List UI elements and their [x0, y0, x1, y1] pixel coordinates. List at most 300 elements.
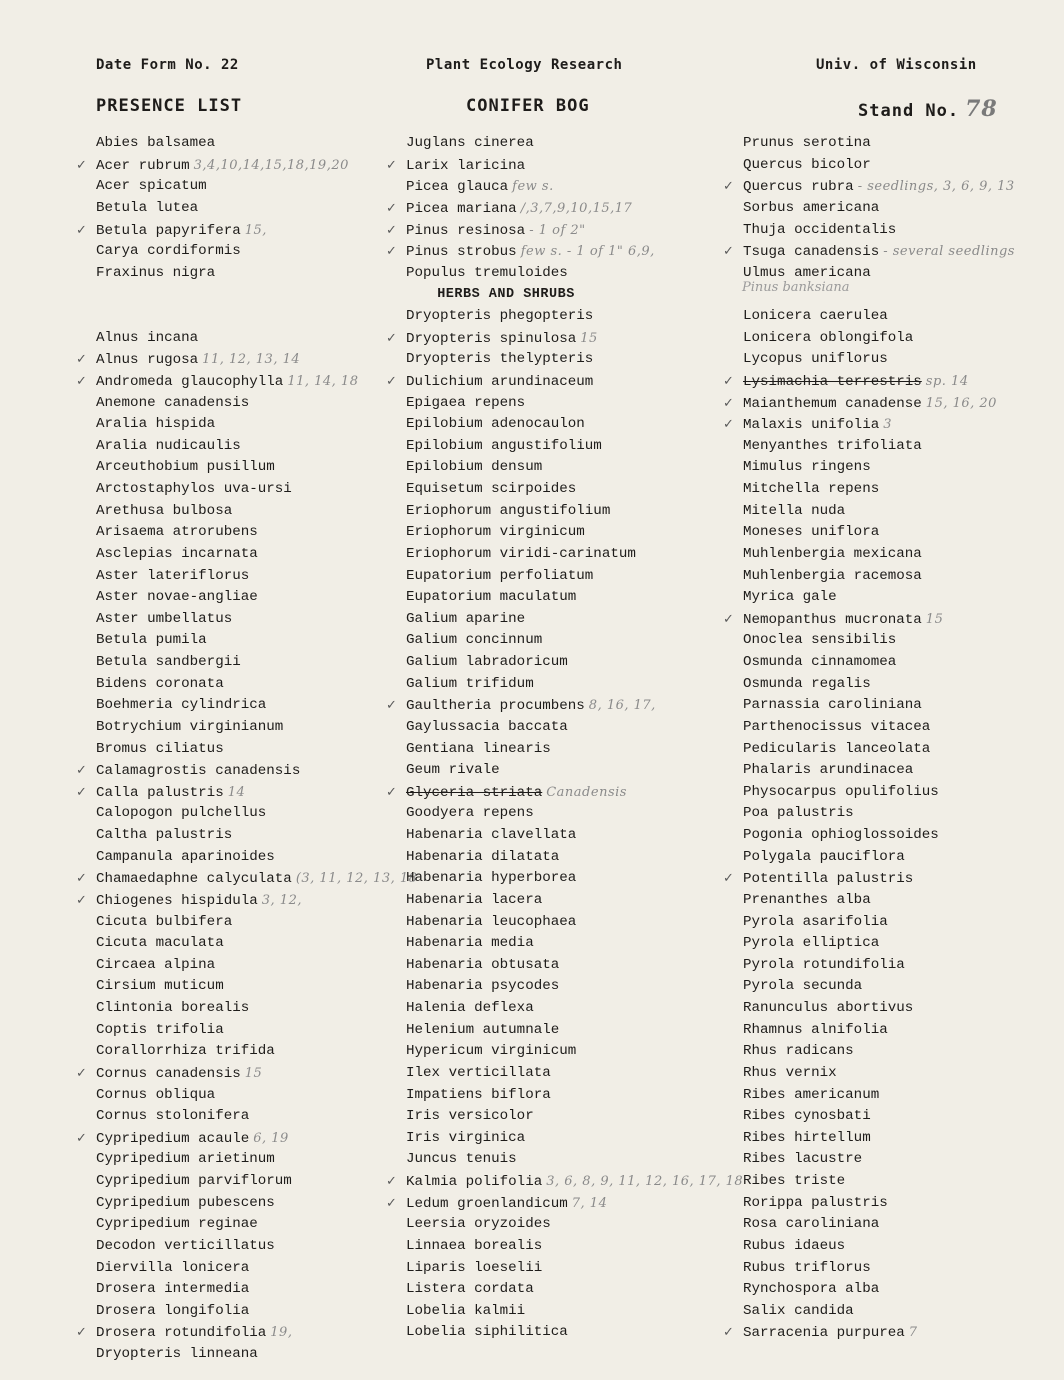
species-row	[406, 825, 736, 847]
species-name: Cirsium muticum	[96, 978, 224, 995]
species-name: Parthenocissus vitacea	[743, 718, 931, 735]
checkmark-icon: ✓	[386, 698, 397, 714]
species-name: Chiogenes hispidula	[96, 892, 258, 909]
species-name: Habenaria dilatata	[406, 848, 560, 865]
species-row	[743, 1214, 1064, 1236]
species-row	[406, 630, 736, 652]
species-name: Coptis trifolia	[96, 1021, 224, 1038]
handwritten-note: 15	[580, 330, 598, 346]
species-name: Epilobium adenocaulon	[406, 416, 585, 433]
checkmark-icon: ✓	[386, 330, 397, 346]
checkmark-icon: ✓	[76, 1065, 87, 1081]
species-row	[386, 198, 736, 220]
species-row	[386, 695, 736, 717]
species-name: Osmunda cinnamomea	[743, 654, 897, 670]
species-name: Habenaria obtusata	[406, 956, 560, 973]
handwritten-note: - several seedlings	[883, 244, 1015, 260]
species-row	[406, 587, 736, 609]
species-row	[76, 371, 426, 393]
species-name: Arctostaphylos uva-ursi	[96, 481, 292, 497]
species-row	[96, 133, 426, 155]
species-row	[723, 241, 1064, 263]
species-name: Lobelia kalmii	[406, 1302, 526, 1319]
species-name: Muhlenbergia racemosa	[743, 567, 922, 584]
species-name: Equisetum scirpoides	[406, 481, 577, 497]
species-name: Ribes cynosbati	[743, 1108, 871, 1125]
species-row	[743, 522, 1064, 544]
species-name: Phalaris arundinacea	[743, 762, 914, 779]
species-row	[96, 457, 426, 479]
species-row	[406, 955, 736, 977]
species-row	[96, 1236, 426, 1258]
species-name: Pogonia ophioglossoides	[743, 827, 939, 843]
species-name: Pyrola rotundifolia	[743, 956, 905, 973]
species-name: Aralia nudicaulis	[96, 437, 241, 454]
species-name: Calopogon pulchellus	[96, 805, 267, 822]
species-row	[96, 587, 426, 609]
species-name: Halenia deflexa	[406, 1000, 534, 1016]
handwritten-note: 6, 19	[253, 1130, 289, 1146]
species-name: Dryopteris thelypteris	[406, 351, 594, 368]
checkmark-icon: ✓	[723, 395, 734, 411]
species-row	[96, 328, 426, 350]
species-row	[743, 1193, 1064, 1215]
species-name: Epilobium angustifolium	[406, 437, 602, 454]
species-row	[743, 1236, 1064, 1258]
species-row	[386, 155, 736, 177]
species-name: Cypripedium pubescens	[96, 1194, 275, 1211]
species-name: Mimulus ringens	[743, 459, 871, 476]
species-row	[743, 1301, 1064, 1323]
handwritten-note: 15,	[244, 222, 267, 238]
species-name: Cypripedium reginae	[96, 1216, 258, 1233]
species-name: Betula lutea	[96, 199, 199, 216]
species-name: Maianthemum canadense	[743, 395, 922, 412]
handwritten-note: - 1 of 2"	[529, 222, 586, 238]
species-name: Acer spicatum	[96, 178, 207, 195]
species-name: Pyrola elliptica	[743, 935, 880, 952]
section-heading: HERBS AND SHRUBS	[437, 287, 575, 303]
species-row	[743, 1020, 1064, 1042]
species-name: Physocarpus opulifolius	[743, 783, 939, 800]
species-row	[96, 998, 426, 1020]
species-name: Ledum groenlandicum	[406, 1195, 568, 1212]
species-row	[743, 695, 1064, 717]
species-name: Diervilla lonicera	[96, 1259, 250, 1276]
species-name: Eriophorum angustifolium	[406, 502, 611, 519]
species-name: Juglans cinerea	[406, 135, 534, 151]
species-name: Arisaema atrorubens	[96, 524, 258, 541]
species-name: Cornus canadensis	[96, 1065, 241, 1082]
handwritten-note: Canadensis	[546, 784, 627, 800]
species-name: Moneses uniflora	[743, 524, 880, 541]
species-name: Bidens coronata	[96, 675, 224, 692]
species-row	[96, 501, 426, 523]
species-row	[406, 176, 736, 198]
handwritten-note: 3,4,10,14,15,18,19,20	[193, 157, 349, 173]
checkmark-icon: ✓	[386, 157, 397, 173]
species-name: Populus tremuloides	[406, 264, 568, 281]
species-row	[743, 1041, 1064, 1063]
species-name: Habenaria hyperborea	[406, 870, 577, 887]
handwritten-note: 11, 14, 18	[287, 373, 359, 389]
species-name: Dryopteris spinulosa	[406, 330, 577, 347]
species-row	[406, 998, 736, 1020]
species-row	[96, 1171, 426, 1193]
species-row	[406, 436, 736, 458]
list-title: PRESENCE LIST	[96, 96, 243, 116]
handwritten-note: /,3,7,9,10,15,17	[520, 200, 633, 216]
handwritten-note: 15	[244, 1065, 263, 1081]
species-name: Ilex verticillata	[406, 1064, 551, 1081]
species-name: Glyceria striata	[406, 784, 543, 801]
species-name: Lonicera caerulea	[743, 308, 888, 324]
species-row	[743, 825, 1064, 847]
species-name: Rubus idaeus	[743, 1237, 846, 1254]
species-name: Quercus bicolor	[743, 156, 871, 173]
species-row	[96, 1214, 426, 1236]
species-name: Drosera intermedia	[96, 1281, 250, 1298]
species-row	[743, 566, 1064, 588]
species-row	[406, 912, 736, 934]
species-name: Cypripedium acaule	[96, 1130, 250, 1147]
species-row	[406, 1236, 736, 1258]
species-row	[406, 1149, 736, 1171]
species-name: Rhus vernix	[743, 1064, 837, 1081]
species-name: Ribes lacustre	[743, 1151, 863, 1168]
species-name: Galium aparine	[406, 610, 526, 627]
species-name: Cicuta bulbifera	[96, 913, 233, 930]
species-row	[76, 760, 426, 782]
handwritten-note: 19,	[270, 1325, 293, 1341]
species-row	[743, 436, 1064, 458]
university: Univ. of Wisconsin	[816, 57, 977, 73]
species-row	[743, 976, 1064, 998]
species-name: Acer rubrum	[96, 157, 190, 174]
species-name: Iris virginica	[406, 1129, 526, 1146]
species-name: Botrychium virginianum	[96, 718, 284, 735]
checkmark-icon: ✓	[723, 1325, 734, 1341]
species-row	[96, 717, 426, 739]
species-name: Eriophorum viridi-carinatum	[406, 545, 636, 562]
species-row	[96, 522, 426, 544]
species-name: Prenanthes alba	[743, 891, 871, 908]
species-row	[406, 1085, 736, 1107]
checkmark-icon: ✓	[386, 784, 397, 800]
species-name: Mitchella repens	[743, 481, 880, 497]
species-row	[723, 609, 1064, 631]
species-row	[96, 566, 426, 588]
species-name: Ribes hirtellum	[743, 1129, 871, 1146]
species-row	[96, 263, 426, 285]
species-row	[386, 782, 736, 804]
species-row	[96, 1301, 426, 1323]
species-row	[743, 998, 1064, 1020]
species-name: Fraxinus nigra	[96, 264, 216, 281]
species-row	[743, 328, 1064, 350]
species-name: Mitella nuda	[743, 502, 846, 519]
species-row	[406, 868, 736, 890]
species-row	[96, 1258, 426, 1280]
checkmark-icon: ✓	[723, 373, 734, 389]
species-row	[96, 176, 426, 198]
species-name: Chamaedaphne calyculata	[96, 871, 292, 888]
species-name: Carya cordiformis	[96, 243, 241, 260]
handwritten-note: 14	[227, 784, 246, 800]
species-row	[96, 544, 426, 566]
species-row	[743, 457, 1064, 479]
species-name: Juncus tenuis	[406, 1151, 517, 1168]
species-row	[743, 1063, 1064, 1085]
species-row	[406, 847, 736, 869]
species-name: Alnus rugosa	[96, 352, 199, 369]
species-name: Habenaria lacera	[406, 891, 543, 908]
species-row	[406, 1041, 736, 1063]
species-name: Potentilla palustris	[743, 871, 914, 888]
species-row	[386, 241, 736, 263]
species-name: Picea mariana	[406, 200, 517, 217]
species-name: Arceuthobium pusillum	[96, 459, 275, 476]
species-name: Asclepias incarnata	[96, 545, 258, 562]
species-row	[96, 1193, 426, 1215]
handwritten-note: 8, 16, 17,	[588, 698, 656, 714]
form-number: Date Form No. 22	[96, 57, 239, 73]
species-row	[406, 133, 736, 155]
species-row	[406, 501, 736, 523]
species-name: Ribes triste	[743, 1173, 846, 1189]
species-name: Galium concinnum	[406, 632, 543, 649]
species-name: Dryopteris linneana	[96, 1346, 258, 1362]
species-name: Rhamnus alnifolia	[743, 1021, 888, 1038]
species-name: Drosera longifolia	[96, 1302, 250, 1319]
species-name: Betula papyrifera	[96, 222, 241, 239]
species-row	[96, 609, 426, 631]
species-name: Calla palustris	[96, 784, 224, 801]
species-row	[406, 457, 736, 479]
checkmark-icon: ✓	[386, 200, 397, 216]
species-name: Pedicularis lanceolata	[743, 740, 931, 757]
species-row	[406, 1020, 736, 1042]
species-row	[406, 414, 736, 436]
checkmark-icon: ✓	[76, 157, 87, 173]
species-column-1	[76, 133, 426, 1366]
species-name: Anemone canadensis	[96, 394, 250, 411]
species-row	[76, 868, 426, 890]
species-name: Thuja occidentalis	[743, 221, 897, 238]
species-name: Aster umbellatus	[96, 610, 233, 627]
species-row	[406, 717, 736, 739]
species-row	[96, 1041, 426, 1063]
species-row	[96, 1085, 426, 1107]
checkmark-icon: ✓	[76, 222, 87, 238]
species-name: Cicuta maculata	[96, 935, 224, 952]
species-name: Aralia hispida	[96, 416, 216, 433]
handwritten-note: few s. - 1 of 1" 6,9,	[520, 244, 655, 260]
species-row	[743, 912, 1064, 934]
species-row	[406, 522, 736, 544]
stand-number-label	[858, 96, 998, 122]
species-name: Drosera rotundifolia	[96, 1325, 267, 1342]
species-name: Epilobium densum	[406, 459, 543, 476]
species-row	[743, 955, 1064, 977]
handwritten-note: - seedlings, 3, 6, 9, 13	[857, 179, 1015, 195]
species-row	[386, 371, 736, 393]
species-name: Rorippa palustris	[743, 1194, 888, 1211]
species-row	[743, 155, 1064, 177]
species-row	[743, 652, 1064, 674]
handwritten-note: 3, 12,	[261, 892, 302, 908]
checkmark-icon: ✓	[386, 1195, 397, 1211]
species-row	[743, 306, 1064, 328]
species-name: Tsuga canadensis	[743, 244, 880, 261]
species-name: Habenaria leucophaea	[406, 913, 577, 930]
handwritten-note: 11, 12, 13, 14	[202, 352, 301, 368]
species-row	[406, 1258, 736, 1280]
species-name: Pinus resinosa	[406, 222, 526, 239]
species-row	[96, 1149, 426, 1171]
species-name: Eriophorum virginicum	[406, 524, 585, 541]
checkmark-icon: ✓	[76, 373, 87, 389]
species-row	[96, 241, 426, 263]
checkmark-icon: ✓	[76, 763, 87, 779]
species-row	[96, 976, 426, 998]
species-row	[743, 1106, 1064, 1128]
handwritten-note: 15, 16, 20	[925, 395, 997, 411]
species-row	[743, 198, 1064, 220]
handwritten-note: few s.	[512, 179, 554, 195]
species-name: Andromeda glaucophylla	[96, 373, 284, 390]
species-name: Betula sandbergii	[96, 654, 241, 670]
species-row	[96, 436, 426, 458]
species-name: Geum rivale	[406, 762, 500, 779]
species-name: Corallorrhiza trifida	[96, 1043, 275, 1060]
species-row	[76, 782, 426, 804]
species-row	[723, 371, 1064, 393]
species-row	[723, 414, 1064, 436]
species-name: Liparis loeselii	[406, 1259, 543, 1276]
species-row	[96, 652, 426, 674]
species-name: Circaea alpina	[96, 956, 216, 973]
species-row	[743, 479, 1064, 501]
species-row	[406, 803, 736, 825]
species-row	[96, 479, 426, 501]
species-row	[406, 739, 736, 761]
species-name: Gentiana linearis	[406, 740, 551, 757]
species-name: Rynchospora alba	[743, 1281, 880, 1298]
species-name: Cornus obliqua	[96, 1086, 216, 1103]
species-row	[743, 739, 1064, 761]
species-row	[406, 479, 736, 501]
species-row	[406, 349, 736, 371]
species-row	[96, 198, 426, 220]
species-row	[743, 674, 1064, 696]
species-row	[743, 501, 1064, 523]
species-row	[743, 933, 1064, 955]
organization: Plant Ecology Research	[426, 57, 623, 73]
species-row	[406, 652, 736, 674]
species-name: Galium labradoricum	[406, 654, 568, 670]
species-name: Clintonia borealis	[96, 1000, 250, 1016]
species-name: Abies balsamea	[96, 135, 216, 151]
species-row	[76, 349, 426, 371]
species-name: Habenaria clavellata	[406, 827, 577, 843]
species-column-3	[723, 133, 1064, 1344]
species-row	[96, 393, 426, 415]
species-row	[723, 1322, 1064, 1344]
species-name: Campanula aparinoides	[96, 848, 275, 865]
species-row	[96, 414, 426, 436]
species-row	[743, 220, 1064, 242]
species-row	[406, 674, 736, 696]
species-row	[743, 1279, 1064, 1301]
species-row	[406, 566, 736, 588]
species-row	[406, 1214, 736, 1236]
species-name: Hypericum virginicum	[406, 1043, 577, 1060]
species-row	[96, 912, 426, 934]
species-name: Sarracenia purpurea	[743, 1325, 905, 1342]
species-name: Gaultheria procumbens	[406, 698, 585, 715]
species-row	[743, 630, 1064, 652]
species-name: Rubus triflorus	[743, 1259, 871, 1276]
species-row	[386, 1171, 744, 1193]
species-row	[723, 176, 1064, 198]
species-row	[76, 220, 426, 242]
species-name: Lysimachia terrestris	[743, 373, 922, 390]
checkmark-icon: ✓	[76, 784, 87, 800]
handwritten-note: 15	[925, 611, 944, 627]
species-name: Larix laricina	[406, 157, 526, 174]
species-name: Alnus incana	[96, 329, 199, 346]
species-name: Picea glauca	[406, 179, 509, 196]
species-name: Eupatorium maculatum	[406, 589, 577, 606]
species-name: Poa palustris	[743, 805, 854, 822]
species-row	[96, 695, 426, 717]
species-name: Eupatorium perfoliatum	[406, 567, 594, 584]
species-name: Iris versicolor	[406, 1108, 534, 1125]
species-name: Bromus ciliatus	[96, 740, 224, 757]
species-row	[723, 868, 1064, 890]
checkmark-icon: ✓	[723, 611, 734, 627]
species-row	[743, 544, 1064, 566]
species-row	[76, 1128, 426, 1150]
species-row	[406, 1279, 736, 1301]
spacer-row	[96, 284, 426, 306]
species-name: Arethusa bulbosa	[96, 502, 233, 519]
checkmark-icon: ✓	[723, 417, 734, 433]
species-row	[743, 847, 1064, 869]
species-row	[743, 133, 1064, 155]
species-row	[406, 609, 736, 631]
checkmark-icon: ✓	[723, 871, 734, 887]
species-name: Cypripedium parviflorum	[96, 1173, 292, 1189]
species-row	[743, 1149, 1064, 1171]
species-row	[743, 1128, 1064, 1150]
species-name: Goodyera repens	[406, 805, 534, 822]
species-row	[406, 760, 736, 782]
species-name: Habenaria psycodes	[406, 978, 560, 995]
species-row	[743, 717, 1064, 739]
species-name: Linnaea borealis	[406, 1237, 543, 1254]
handwritten-note: 3, 6, 8, 9, 11, 12, 16, 17, 18	[546, 1174, 744, 1189]
species-row	[96, 847, 426, 869]
species-name: Gaylussacia baccata	[406, 718, 568, 735]
species-name: Lonicera oblongifola	[743, 329, 914, 346]
species-row	[96, 674, 426, 696]
handwritten-note: sp. 14	[925, 373, 969, 389]
species-name: Dulichium arundinaceum	[406, 373, 594, 390]
species-name: Caltha palustris	[96, 827, 233, 843]
handwritten-note: (3, 11, 12, 13, 18	[295, 871, 418, 887]
